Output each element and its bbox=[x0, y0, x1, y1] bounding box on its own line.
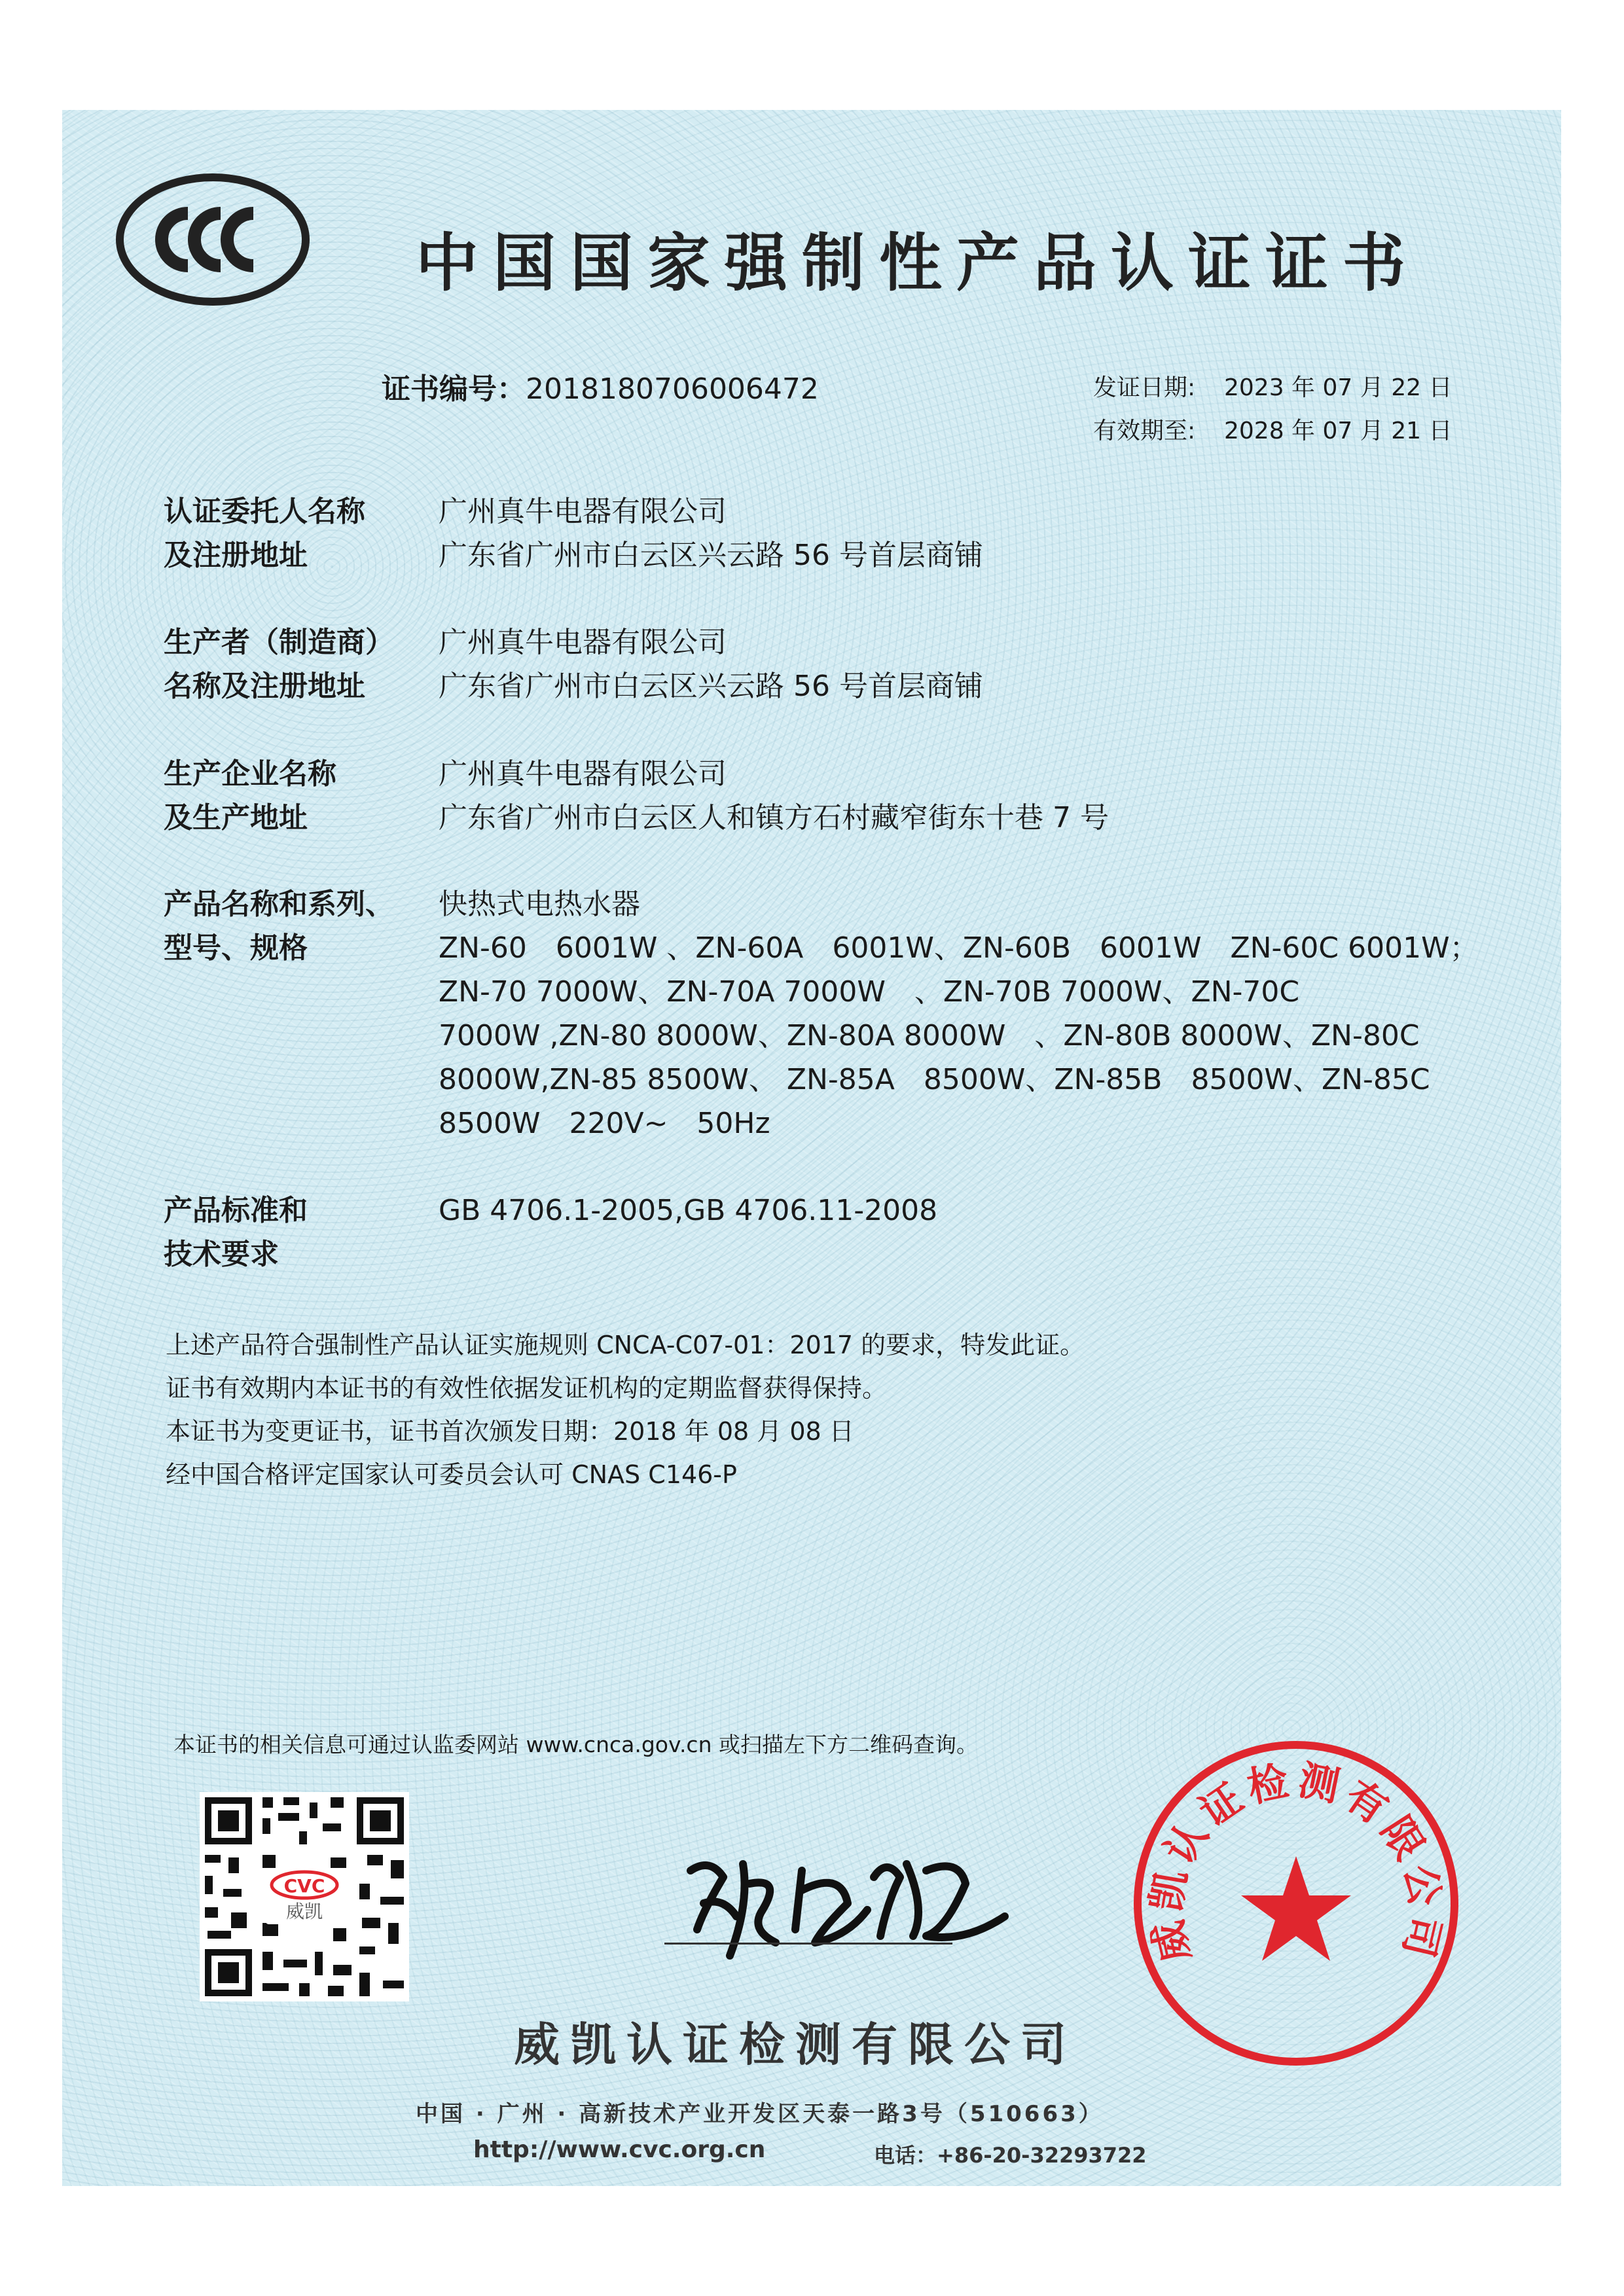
certificate-number-label: 证书编号： bbox=[382, 372, 526, 406]
qr-code bbox=[200, 1792, 409, 2001]
website-note: 本证书的相关信息可通过认监委网站 www.cnca.gov.cn 或扫描左下方二维码查询。 bbox=[173, 1732, 978, 1757]
product-line: 8500W 220V~ 50Hz bbox=[439, 1107, 770, 1140]
qr-badge-subtext: 威凯 bbox=[285, 1901, 323, 1922]
certificate-number-value: 2018180706006472 bbox=[526, 372, 819, 406]
product-value bbox=[439, 882, 1479, 1145]
expiry-date-value: 2028 年 07 月 21 日 bbox=[1224, 418, 1453, 444]
factory-name: 广州真牛电器有限公司 bbox=[439, 757, 727, 791]
manufacturer-value bbox=[439, 620, 983, 708]
statement-line: 上述产品符合强制性产品认证实施规则 CNCA-C07-01：2017 的要求，特发此证。 bbox=[166, 1331, 1085, 1359]
product-line: 7000W ,ZN-80 8000W、ZN-80A 8000W 、ZN-80B 8000W、ZN-80C bbox=[439, 1019, 1420, 1052]
product-line: ZN-70 7000W、ZN-70A 7000W 、ZN-70B 7000W、ZN-70C bbox=[439, 975, 1300, 1009]
manufacturer-address: 广东省广州市白云区兴云路 56 号首层商铺 bbox=[439, 670, 983, 703]
product-line: 8000W,ZN-85 8500W、 ZN-85A 8500W、ZN-85B 8500W、ZN-85C bbox=[439, 1063, 1430, 1096]
applicant-value bbox=[439, 490, 983, 577]
applicant-name: 广州真牛电器有限公司 bbox=[439, 495, 727, 528]
issuer-phone: 电话：+86-20-32293722 bbox=[874, 2143, 1147, 2168]
issuer-address: 中国 · 广州 · 高新技术产业开发区天泰一路3号（510663） bbox=[416, 2101, 1104, 2127]
applicant-address: 广东省广州市白云区兴云路 56 号首层商铺 bbox=[439, 539, 983, 572]
standard-value: GB 4706.1-2005,GB 4706.11-2008 bbox=[439, 1194, 938, 1227]
applicant-label: 认证委托人名称 及注册地址 bbox=[164, 495, 365, 572]
product-line: ZN-60 6001W 、ZN-60A 6001W、ZN-60B 6001W ZN-60C 6001W； bbox=[439, 931, 1479, 965]
seal-text: 威凯认证检测有限公司 bbox=[1142, 1755, 1451, 1967]
statement-line: 本证书为变更证书，证书首次颁发日期：2018 年 08 月 08 日 bbox=[166, 1417, 854, 1446]
certificate-title: 中国国家强制性产品认证证书 bbox=[416, 226, 1420, 300]
standard-label: 产品标准和 技术要求 bbox=[164, 1194, 308, 1271]
statement-line: 证书有效期内本证书的有效性依据发证机构的定期监督获得保持。 bbox=[166, 1374, 888, 1403]
statement-line: 经中国合格评定国家认可委员会认可 CNAS C146-P bbox=[166, 1460, 737, 1489]
seal-star bbox=[1241, 1856, 1351, 1961]
manufacturer-name: 广州真牛电器有限公司 bbox=[439, 626, 727, 659]
qr-badge-text: CVC bbox=[283, 1875, 325, 1897]
issuer-website: http://www.cvc.org.cn bbox=[473, 2136, 766, 2163]
factory-address: 广东省广州市白云区人和镇方石村藏窄街东十巷 7 号 bbox=[439, 801, 1109, 834]
factory-label: 生产企业名称 及生产地址 bbox=[164, 757, 336, 834]
signature-line bbox=[664, 1943, 952, 1945]
certificate-statements bbox=[166, 1323, 1085, 1496]
product-line: 快热式电热水器 bbox=[439, 888, 640, 921]
product-label: 产品名称和系列、 型号、规格 bbox=[164, 888, 394, 965]
certificate-sheet bbox=[62, 110, 1561, 2186]
issuer-company: 威凯认证检测有限公司 bbox=[514, 2018, 1077, 2072]
official-seal bbox=[1126, 1733, 1466, 2073]
factory-value bbox=[439, 752, 1109, 840]
ccc-logo bbox=[115, 173, 311, 307]
issue-date-label: 发证日期: bbox=[1093, 374, 1196, 401]
expiry-date-label: 有效期至: bbox=[1093, 418, 1196, 444]
manufacturer-label: 生产者（制造商） 名称及注册地址 bbox=[164, 626, 394, 703]
signature bbox=[651, 1831, 1018, 1982]
issue-date-value: 2023 年 07 月 22 日 bbox=[1224, 374, 1453, 401]
certificate-dates bbox=[1093, 367, 1452, 453]
certificate-number bbox=[382, 365, 819, 407]
